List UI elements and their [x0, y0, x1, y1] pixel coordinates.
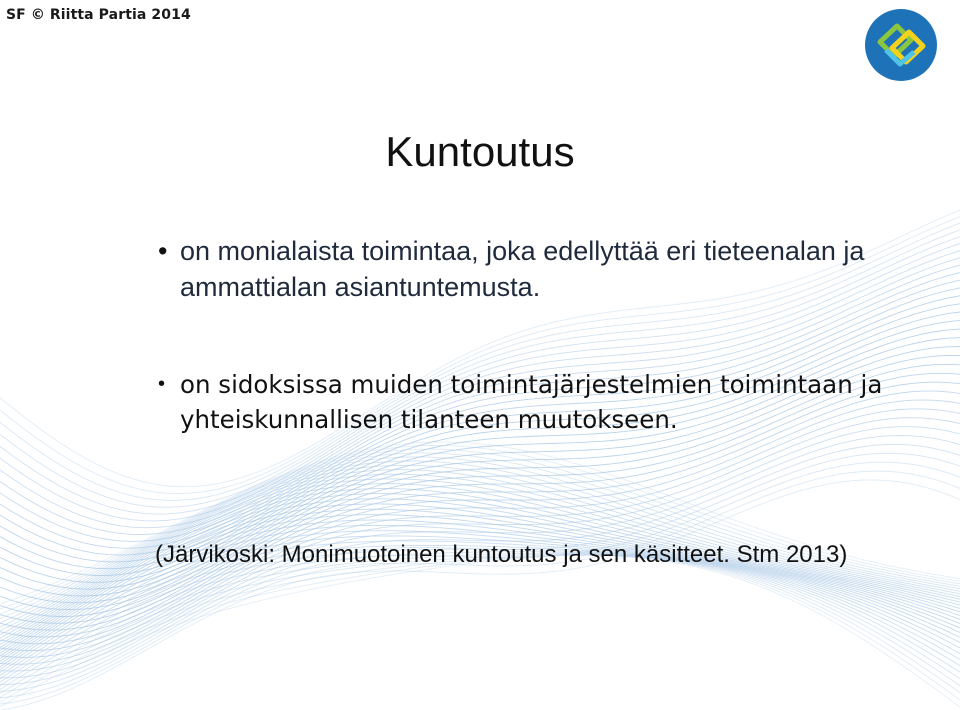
wave-line [0, 400, 960, 651]
wave-line [0, 409, 960, 658]
bullet-marker: • [158, 236, 168, 266]
bullet-text: on sidoksissa muiden toimintajärjestelmien toimintaan ja yhteiskunnallisen tilanteen muutokseen. [180, 370, 883, 434]
bullet-item [158, 367, 898, 437]
interlocked-rings-logo-icon [864, 8, 938, 82]
slide-title: Kuntoutus [385, 128, 575, 175]
wave-line [0, 453, 960, 619]
bullet-text: on monialaista toimintaa, joka edellyttää eri tieteenalan ja ammattialan asiantuntemusta. [180, 236, 865, 302]
reference-citation: (Järvikoski: Monimuotoinen kuntoutus ja sen käsitteet. Stm 2013) [155, 541, 848, 568]
bullet-item [158, 233, 898, 305]
wave-line [0, 555, 960, 707]
copyright-label: SF © Riitta Partia 2014 [6, 7, 191, 23]
bullet-marker: • [158, 373, 166, 395]
wave-line [0, 555, 960, 702]
